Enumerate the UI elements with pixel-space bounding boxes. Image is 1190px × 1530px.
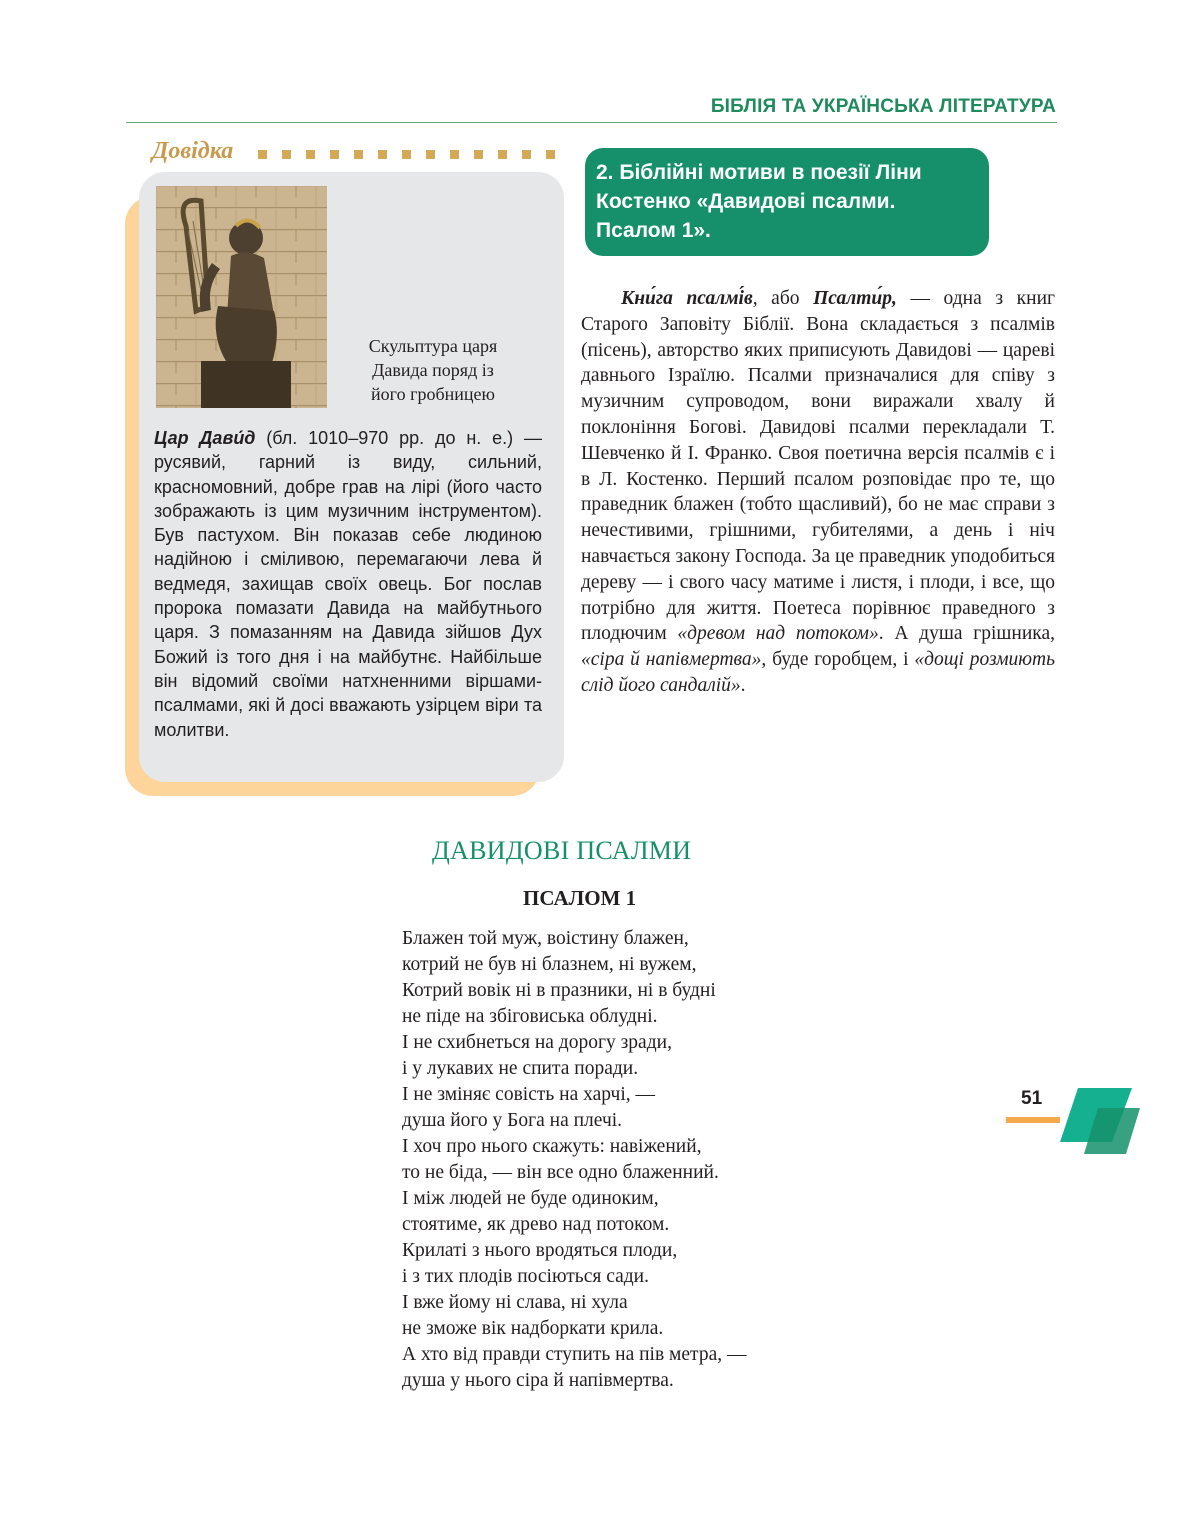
poem-line: душа його у Бога на плечі. [402,1110,623,1131]
king-david-statue-image [156,186,327,408]
poem-line: котрий не був ні блазнем, ні вужем, [402,954,697,975]
intro-text: , буде горобцем, і [761,649,915,671]
poem-line: Крилаті з нього вродяться плоди, [402,1240,678,1261]
reference-box-title: Довідка [152,138,234,164]
poem-text [402,926,962,1394]
caption-line: Скульптура царя [368,336,498,356]
poem-line: І не зміняє совість на харчі, — [402,1084,655,1105]
poem-line: І хоч про нього скажуть: навіжений, [402,1136,702,1157]
poem-line: і з тих плодів посіються сади. [402,1266,649,1287]
section-heading: 2. Біблійні мотиви в поезії Ліни Костенко «Давидові псалми. Псалом 1». [596,161,922,242]
poem-line: не піде на збіговиська облудні. [402,1006,658,1027]
poem-line: душа у нього сіра й напівмертва. [402,1370,674,1391]
header-divider [126,122,1057,123]
term-psalter: Псалти́р, [813,288,897,309]
intro-paragraph [581,286,1055,699]
david-description: (бл. 1010–970 рр. до н. е.) — русявий, гарний із виду, сильний, красномовний, добре грав на лірі (його часто зображають із цим музичним інструментом). Був пастухом. Він показав себе людиною надійною і сміливою, перемагаючи лева й ведмедя, захищав своїх овець. Бог послав пророка помазати Давида на майбутнього царя. З помазанням на Давида зійшов Дух Божий із того дня і на майбутнє. Найбільше він відомий своїми натхненними віршами-псалмами, які й досі вважають узірцем віри та молитви. [154,428,542,740]
intro-text: — одна з книг Старого Заповіту Біблії. Вона складається з псалмів (пісень), авторство яких приписують Давидові — цареві давнього Ізраїлю. Псалми призначалися для співу з музичним супроводом, вони виражали хвалу й поклоніння Богові. Давидові псалми перекладали Т. Шевченко й І. Франко. Своя поетична версія псалмів є і в Л. Костенко. Перший псалом розповідає про те, що праведник блажен (тобто щасливий), бо не має справи з нечестивими, грішними, губителями, а день і ніч навчається закону Господа. За це праведник уподобиться дереву — і свого часу матиме і листя, і плоди, і все, що потрібно для життя. Поетеса порівнює праведного з плодючим [581,288,1056,645]
intro-text: , або [752,288,814,309]
quote: «сіра й напівмертва» [581,649,762,671]
poem-line: Котрий вовік ні в празники, ні в будні [402,980,716,1001]
psalm-title: ПСАЛОМ 1 [523,886,637,910]
dotted-divider [258,150,568,160]
caption-line: його гробницею [371,384,495,404]
page-number: 51 [1021,1088,1043,1109]
poem-line: І не схибнеться на дорогу зради, [402,1032,672,1053]
term-book-of-psalms: Кни́га псалмі́в [621,288,753,309]
david-name: Цар Дави́д [154,428,256,448]
corner-decoration-icon [1056,1086,1142,1158]
poem-line: А хто від правди ступить на пів метра, — [402,1344,747,1365]
intro-text: . [740,674,746,696]
caption-line: Давида поряд із [372,360,494,380]
quote: «дощі розмиють слід його сандалій» [581,649,1055,696]
intro-text: . А душа грішника, [878,623,1056,645]
poem-line: стоятиме, як древо над потоком. [402,1214,670,1235]
running-header: БІБЛІЯ ТА УКРАЇНСЬКА ЛІТЕРАТУРА [710,96,1056,117]
poem-line: Блажен той муж, воістину блажен, [402,928,689,949]
poem-line: і у лукавих не спита поради. [402,1058,639,1079]
poem-line: то не біда, — він все одно блаженний. [402,1162,719,1183]
poem-line: не зможе вік надборкати крила. [402,1318,664,1339]
page-number-underline [1006,1117,1060,1123]
quote: «древом над потоком» [677,623,879,645]
poem-line: І вже йому ні слава, ні хула [402,1292,628,1313]
poem-cycle-title: ДАВИДОВІ ПСАЛМИ [432,836,692,865]
david-biography [154,426,542,742]
image-caption [340,334,526,406]
poem-line: І між людей не буде одиноким, [402,1188,659,1209]
